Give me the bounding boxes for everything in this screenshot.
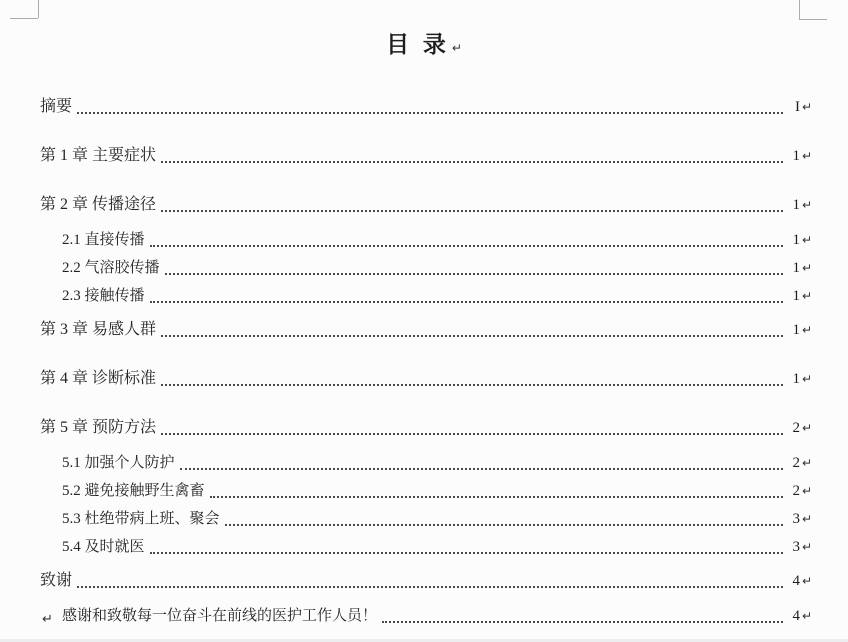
toc-page-number: 4 xyxy=(792,573,800,589)
toc-page-number: 1 xyxy=(792,288,800,304)
paragraph-mark-icon: ↵ xyxy=(801,100,812,114)
toc-entry-row[interactable] xyxy=(40,257,812,279)
toc-title xyxy=(0,26,848,59)
toc-entry-label: 5.1 加强个人防护 xyxy=(62,455,175,471)
toc-entry-row[interactable] xyxy=(40,145,812,167)
toc-leader-dots xyxy=(382,621,783,623)
toc-entry-row[interactable] xyxy=(40,285,812,307)
paragraph-mark-icon: ↵ xyxy=(801,198,812,212)
toc-leader-dots xyxy=(150,301,783,303)
paragraph-mark-icon: ↵ xyxy=(801,421,812,435)
toc-leader-dots xyxy=(210,496,783,498)
text-boundary-mark-top-right xyxy=(799,19,827,20)
toc-leader-dots xyxy=(225,524,783,526)
toc-leader-dots xyxy=(161,335,783,337)
toc-entry-label: 第 5 章 预防方法 xyxy=(40,419,157,436)
toc-page-number: I xyxy=(794,99,800,115)
toc-entry-row[interactable] xyxy=(40,508,812,530)
paragraph-mark-icon: ↵ xyxy=(801,456,812,470)
toc-page-number: 1 xyxy=(792,148,800,164)
toc-leader-dots xyxy=(180,468,783,470)
paragraph-mark-icon: ↵ xyxy=(801,540,812,554)
toc-entry-row[interactable] xyxy=(40,570,812,592)
toc-leader-dots xyxy=(161,210,783,212)
toc-entry-row[interactable] xyxy=(40,368,812,390)
toc-entry-row[interactable] xyxy=(40,194,812,216)
paragraph-mark-icon: ↵ xyxy=(801,372,812,386)
toc-entry-row[interactable] xyxy=(40,536,812,558)
paragraph-mark-icon: ↵ xyxy=(801,233,812,247)
toc-entry-label: 第 4 章 诊断标准 xyxy=(40,370,157,387)
toc-entry-row[interactable] xyxy=(40,417,812,439)
text-boundary-mark-top-left xyxy=(38,0,39,18)
toc-leader-dots xyxy=(161,433,783,435)
toc-entry-label: 2.1 直接传播 xyxy=(62,232,145,248)
toc-entry-row[interactable] xyxy=(40,605,812,627)
paragraph-mark-icon: ↵ xyxy=(801,289,812,303)
table-of-contents xyxy=(40,96,812,627)
toc-entry-label: 5.4 及时就医 xyxy=(62,539,145,555)
toc-page-number: 4 xyxy=(792,608,800,624)
toc-page-number: 1 xyxy=(792,232,800,248)
toc-entry-label: 第 2 章 传播途径 xyxy=(40,196,157,213)
toc-page-number: 3 xyxy=(792,511,800,527)
toc-leader-dots xyxy=(161,384,783,386)
toc-leader-dots xyxy=(77,586,783,588)
toc-page-number: 1 xyxy=(792,260,800,276)
toc-leader-dots xyxy=(161,161,783,163)
paragraph-mark-icon: ↵ xyxy=(801,609,812,623)
paragraph-mark-icon: ↵ xyxy=(801,149,812,163)
toc-page-number: 2 xyxy=(792,420,800,436)
toc-page-number: 3 xyxy=(792,539,800,555)
toc-leader-dots xyxy=(150,552,783,554)
toc-leader-dots xyxy=(77,112,783,114)
text-boundary-mark-top-left xyxy=(10,18,38,19)
toc-entry-row[interactable] xyxy=(40,452,812,474)
toc-title-text: 目 录 xyxy=(386,32,450,57)
toc-entry-label: 第 3 章 易感人群 xyxy=(40,321,157,338)
toc-entry-label: 2.3 接触传播 xyxy=(62,288,145,304)
toc-leader-dots xyxy=(165,273,783,275)
paragraph-mark-icon: ↵ xyxy=(451,41,462,55)
text-boundary-mark-top-right xyxy=(799,0,800,19)
toc-entry-row[interactable] xyxy=(40,480,812,502)
toc-entry-label: 第 1 章 主要症状 xyxy=(40,147,157,164)
toc-entry-row[interactable] xyxy=(40,96,812,118)
toc-entry-label: 摘要 xyxy=(40,98,73,115)
toc-leader-dots xyxy=(150,245,783,247)
toc-entry-label: 5.2 避免接触野生禽畜 xyxy=(62,483,205,499)
paragraph-mark-icon: ↵ xyxy=(801,323,812,337)
toc-page-number: 1 xyxy=(792,371,800,387)
toc-page-number: 2 xyxy=(792,455,800,471)
toc-entry-label: 2.2 气溶胶传播 xyxy=(62,260,160,276)
paragraph-mark-icon: ↵ xyxy=(801,512,812,526)
paragraph-mark-icon: ↵ xyxy=(801,484,812,498)
toc-page-number: 2 xyxy=(792,483,800,499)
toc-entry-label: 致谢 xyxy=(40,572,73,589)
toc-entry-row[interactable] xyxy=(40,319,812,341)
toc-entry-label: 5.3 杜绝带病上班、聚会 xyxy=(62,511,220,527)
paragraph-mark-icon: ↵ xyxy=(801,574,812,588)
paragraph-mark-icon: ↵ xyxy=(801,261,812,275)
toc-page-number: 1 xyxy=(792,322,800,338)
toc-entry-label: 感谢和致敬每一位奋斗在前线的医护工作人员！ xyxy=(62,608,378,624)
toc-entry-row[interactable] xyxy=(40,229,812,251)
toc-page-number: 1 xyxy=(792,197,800,213)
paragraph-mark-icon: ↵ xyxy=(42,612,53,627)
